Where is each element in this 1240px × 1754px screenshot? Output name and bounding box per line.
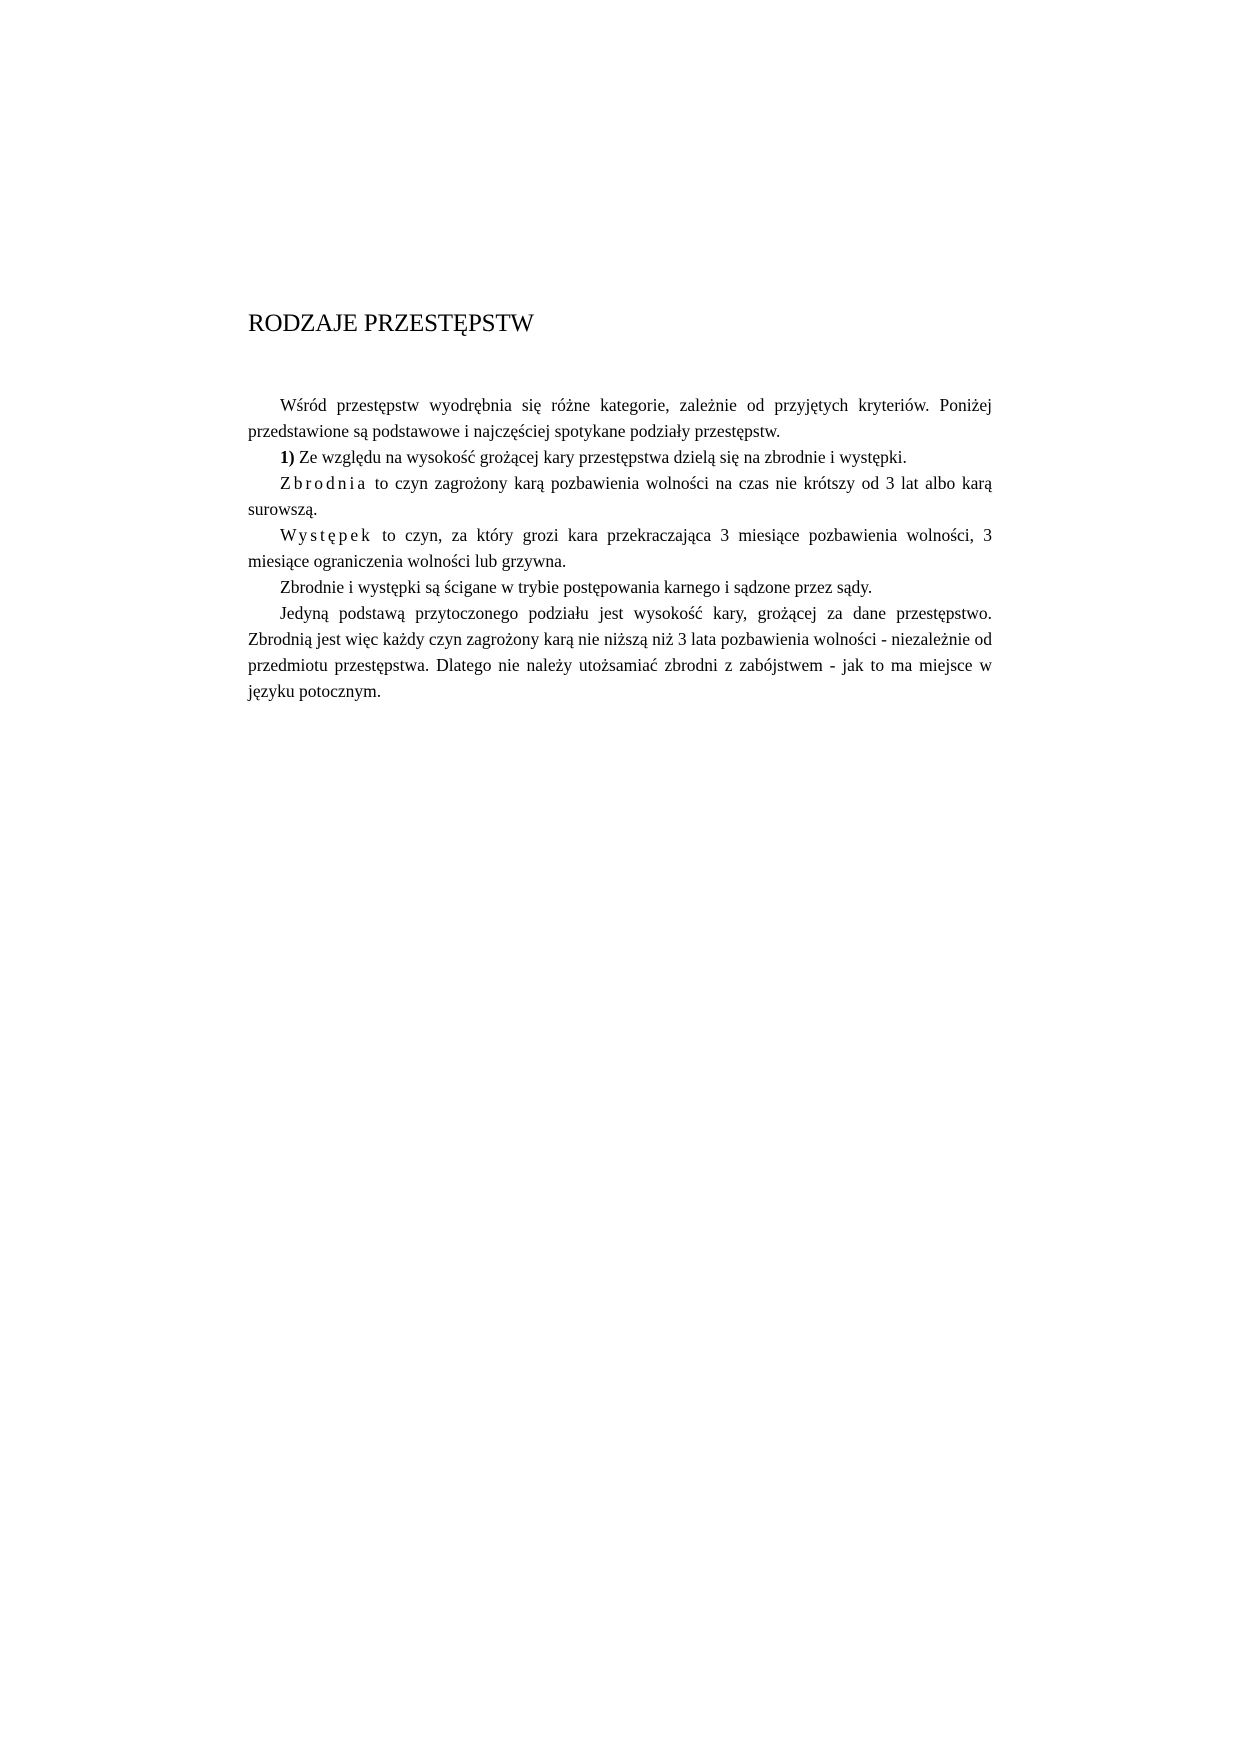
title-word-2: PRZESTĘPSTW — [363, 310, 534, 337]
title-word-1: RODZAJE — [248, 310, 358, 337]
paragraph-division-1-text: Ze względu na wysokość grożącej kary przestępstwa dzielą się na zbrodnie i występki. — [294, 447, 907, 467]
document-content — [248, 306, 992, 704]
paragraph-basis: Jedyną podstawą przytoczonego podziału jest wysokość kary, grożącej za dane przestępstwo. Zbrodnią jest więc każdy czyn zagrożony karą nie niższą niż 3 lata pozbawienia wolności - niezależnie od przedmiotu przestępstwa. Dlatego nie należy utożsamiać zbrodni z zabójstwem - jak to ma miejsce w języku potocznym. — [248, 603, 992, 701]
term-wystepek: Występek — [280, 525, 373, 545]
document-title — [248, 306, 992, 342]
paragraph-zbrodnia-text: to czyn zagrożony karą pozbawienia wolności na czas nie krótszy od 3 lat albo karą surowszą. — [248, 473, 992, 519]
list-number: 1) — [280, 447, 295, 467]
paragraph-zbrodnia — [248, 470, 992, 522]
paragraph-wystepek — [248, 522, 992, 574]
paragraph-division-1 — [248, 444, 992, 470]
term-zbrodnia: Zbrodnia — [280, 473, 369, 493]
paragraph-prosecution: Zbrodnie i występki są ścigane w trybie postępowania karnego i sądzone przez sądy. — [280, 577, 873, 597]
paragraph-wystepek-text: to czyn, za który grozi kara przekraczająca 3 miesiące pozbawienia wolności, 3 miesiące ograniczenia wolności lub grzywna. — [248, 525, 992, 571]
paragraph-intro: Wśród przestępstw wyodrębnia się różne kategorie, zależnie od przyjętych kryteriów. Poniżej przedstawione są podstawowe i najczęściej spotykane podziały przestępstw. — [248, 395, 992, 441]
